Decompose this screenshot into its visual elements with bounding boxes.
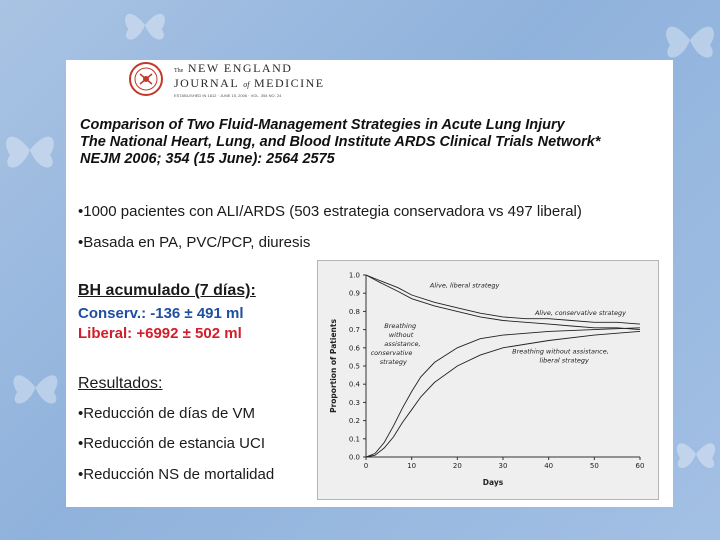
chart-annotation: without [388,330,414,339]
y-tick-label: 0.3 [348,398,360,407]
x-tick-label: 20 [452,462,462,470]
y-tick-label: 0.1 [348,435,360,444]
y-axis-label: Proportion of Patients [329,319,338,413]
y-tick-label: 0.6 [348,344,360,353]
y-tick-label: 0.5 [348,362,360,371]
y-tick-label: 0.0 [348,453,360,462]
balance-conservative: Conserv.: -136 ± 491 ml [78,305,244,322]
article-authors: The National Heart, Lung, and Blood Institute ARDS Clinical Trials Network* [80,134,601,150]
x-tick-label: 30 [498,462,508,470]
chart-annotation: strategy [379,358,407,367]
butterfly-decoration-icon [0,120,60,180]
x-tick-label: 60 [635,462,645,470]
y-tick-label: 0.8 [348,307,360,316]
chart-annotation: Alive, conservative strategy [534,309,626,318]
x-tick-label: 40 [544,462,554,470]
chart-annotation: assistance, [384,339,421,348]
chart-annotation: Breathing without assistance, [512,347,609,356]
nejm-seal-logo-icon [128,62,164,96]
x-axis-label: Days [482,478,504,487]
article-header [80,117,600,168]
y-tick-label: 0.2 [348,417,360,426]
bullet-patients: •1000 pacientes con ALI/ARDS (503 estrategia conservadora vs 497 liberal) [78,203,582,220]
chart-annotation: Alive, liberal strategy [429,281,500,290]
article-title: Comparison of Two Fluid-Management Strategies in Acute Lung Injury [80,117,565,133]
chart-annotation: conservative [370,349,413,358]
result-item-uci: •Reducción de estancia UCI [78,435,266,452]
chart-annotation: Breathing [384,321,417,330]
journal-line2a: JOURNAL [174,76,239,90]
result-item-mortality: •Reducción NS de mortalidad [78,466,275,483]
butterfly-decoration-icon [8,360,63,415]
slide-content [66,60,673,507]
result-item-vm: •Reducción de días de VM [78,405,256,422]
article-citation: NEJM 2006; 354 (15 June): 2564 2575 [80,151,335,167]
balance-heading: BH acumulado (7 días): [78,282,256,299]
bullet-basis: •Basada en PA, PVC/PCP, diuresis [78,234,311,251]
x-tick-label: 0 [363,462,369,470]
journal-line2b: MEDICINE [253,76,325,90]
survival-chart [317,260,659,500]
x-tick-label: 50 [589,462,599,470]
y-tick-label: 0.7 [348,326,360,335]
x-tick-label: 10 [407,462,417,470]
balance-liberal: Liberal: +6992 ± 502 ml [78,325,242,342]
journal-line1: NEW ENGLAND [187,61,293,75]
y-tick-label: 0.9 [348,289,360,298]
survival-chart-svg [318,261,658,499]
butterfly-decoration-icon [672,430,720,478]
journal-of: of [243,80,250,89]
journal-the: The [174,68,184,74]
journal-fineprint: ESTABLISHED IN 1812 · JUNE 15, 2006 · VOL. 354 NO. 24 [174,93,282,98]
butterfly-decoration-icon [120,0,170,50]
chart-annotation: liberal strategy [539,356,589,365]
results-heading: Resultados: [78,375,163,392]
y-tick-label: 1.0 [348,271,360,280]
journal-masthead [174,61,325,98]
y-tick-label: 0.4 [348,380,360,389]
